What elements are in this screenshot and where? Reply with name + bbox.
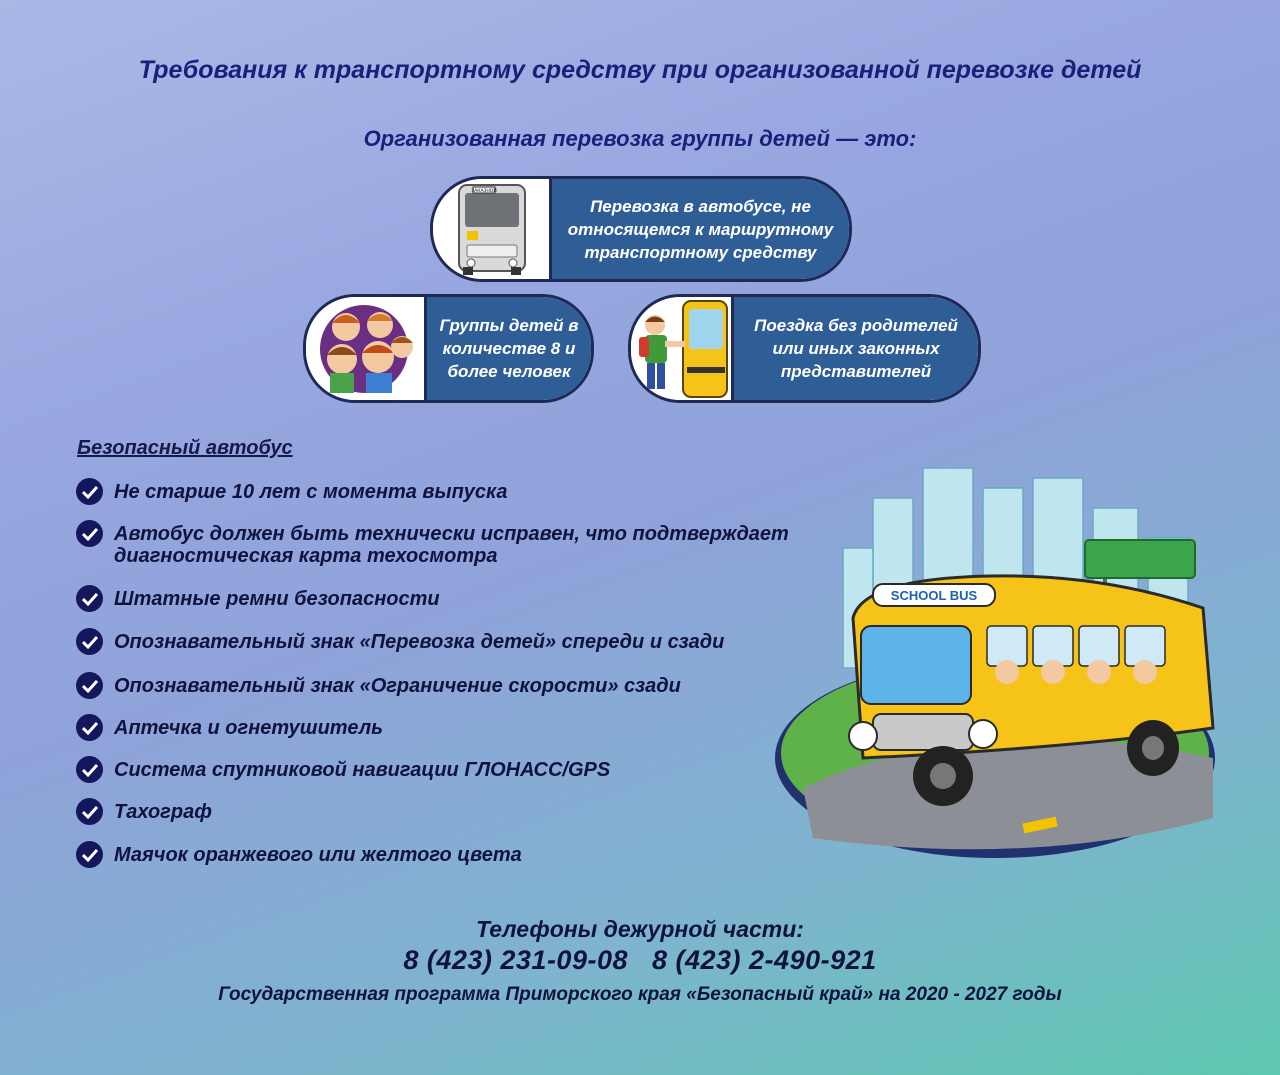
bus-front-icon: [433, 179, 549, 279]
list-item: [76, 628, 724, 655]
list-item-text: Система спутниковой навигации ГЛОНАСС/GPS: [114, 759, 611, 781]
list-item-text: Опознавательный знак «Перевозка детей» спереди и сзади: [114, 631, 725, 653]
school-bus-illustration: [773, 458, 1243, 858]
phones-label: Телефоны дежурной части:: [476, 916, 804, 942]
child-boarding-bus-icon: [631, 297, 731, 400]
checkmark-icon: [76, 798, 103, 825]
program-caption: Государственная программа Приморского края «Безопасный край» на 2020 - 2027 годы: [218, 984, 1062, 1005]
list-item: [76, 520, 814, 567]
list-item-text: Штатные ремни безопасности: [114, 588, 440, 610]
checkmark-icon: [76, 520, 103, 547]
checkmark-icon: [76, 478, 103, 505]
card-no-parents-text: Поездка без родителей или иных законных представителей: [731, 297, 978, 400]
children-group-icon: [306, 297, 424, 400]
list-item-text: Опознавательный знак «Ограничение скорости» сзади: [114, 675, 681, 697]
list-item-text: Маячок оранжевого или желтого цвета: [114, 844, 522, 866]
card-children: [303, 294, 594, 403]
page-title: Требования к транспортному средству при организованной перевозке детей: [138, 56, 1142, 84]
checkmark-icon: [76, 672, 103, 699]
list-item: [76, 714, 383, 741]
list-item: [76, 841, 522, 868]
card-children-text: Группы детей в количестве 8 и более человек: [424, 297, 591, 400]
page-subtitle: Организованная перевозка группы детей — это:: [363, 126, 917, 151]
card-bus: [430, 176, 852, 282]
list-item-text: Автобус должен быть технически исправен, что подтверждает диагностическая карта техосмотра: [114, 523, 789, 567]
phones-numbers: 8 (423) 231-09-08 8 (423) 2-490-921: [403, 945, 877, 975]
checkmark-icon: [76, 585, 103, 612]
list-item: [76, 756, 610, 783]
section-title-safe-bus: Безопасный автобус: [77, 437, 293, 459]
list-item: [76, 478, 508, 505]
list-item-text: Не старше 10 лет с момента выпуска: [114, 481, 508, 503]
list-item-text: Тахограф: [114, 801, 212, 823]
school-bus-icon: [773, 458, 1243, 858]
checkmark-icon: [76, 756, 103, 783]
bus-sign-text: SCHOOL BUS: [890, 588, 978, 603]
checkmark-icon: [76, 841, 103, 868]
list-item-text: Аптечка и огнетушитель: [114, 717, 384, 739]
bus-sign-label: ЗАКАЗНОЙ: [471, 189, 497, 194]
list-item: [76, 585, 440, 612]
list-item: [76, 798, 212, 825]
list-item: [76, 672, 681, 699]
checkmark-icon: [76, 628, 103, 655]
checkmark-icon: [76, 714, 103, 741]
card-bus-text: Перевозка в автобусе, не относящемся к маршрутному транспортному средству: [549, 179, 849, 279]
card-no-parents: [628, 294, 981, 403]
